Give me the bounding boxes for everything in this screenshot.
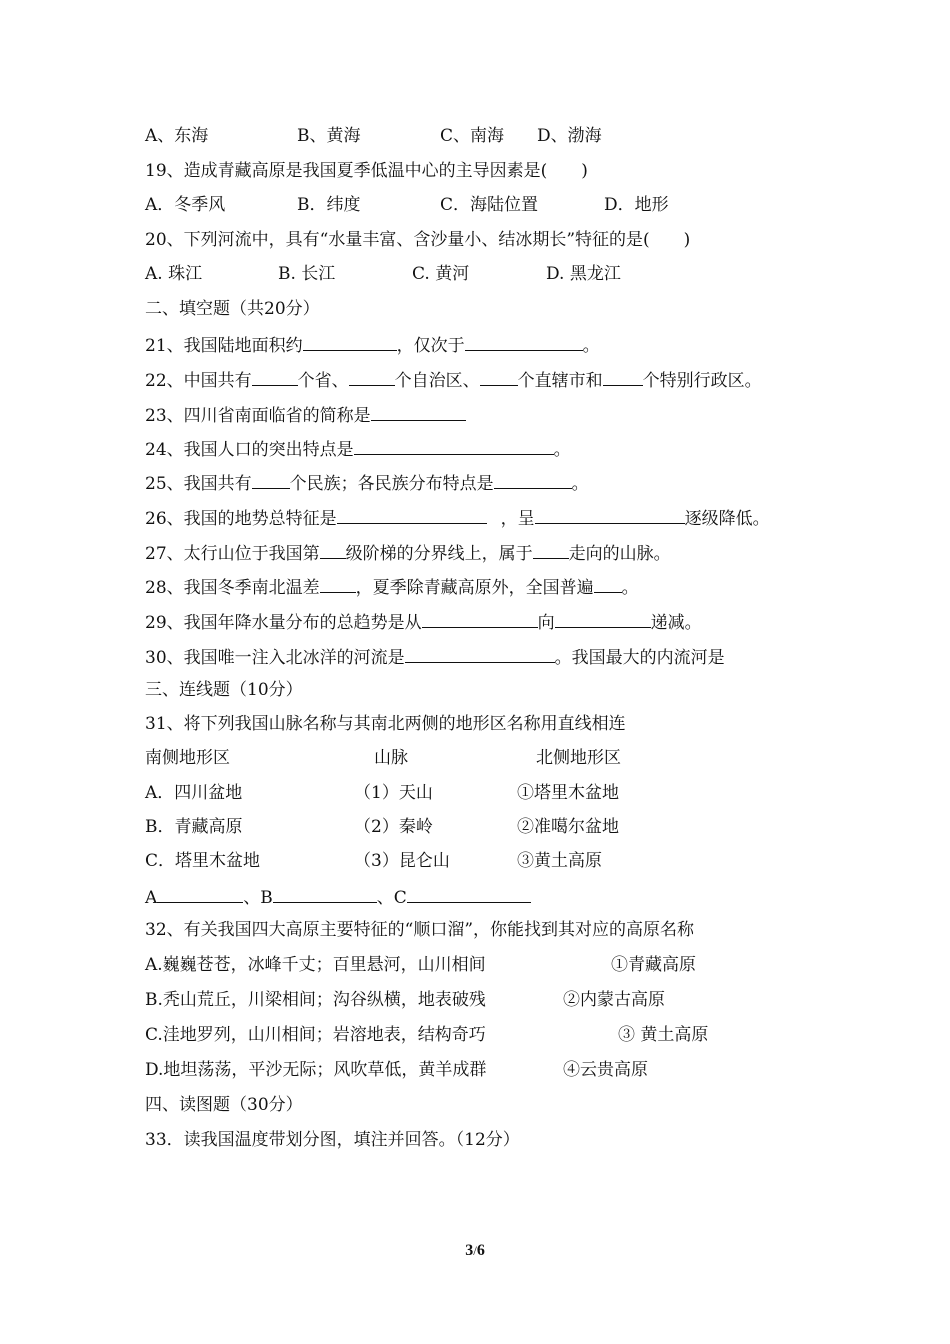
q21: 21、我国陆地面积约 ，仅次于 。 (145, 332, 600, 358)
q20-option-d: D. 黑龙江 (546, 264, 621, 284)
q31-south-a: A．四川盆地 (145, 783, 243, 803)
section-4-heading: 四、读图题（30分） (145, 1095, 303, 1115)
q33-question: 33．读我国温度带划分图，填注并回答。（12分） (145, 1130, 520, 1150)
q26-blank-1[interactable] (337, 505, 487, 524)
page-number: 3/6 (465, 1242, 485, 1259)
q32-plateau-1: ①青藏高原 (611, 955, 696, 975)
q22-blank-1[interactable] (252, 367, 298, 386)
q31-mountain-3: （3）昆仑山 (354, 851, 450, 871)
q32-verse-b: B.秃山荒丘，川梁相间；沟谷纵横，地表破残 (145, 990, 486, 1010)
q31-question: 31、将下列我国山脉名称与其南北两侧的地形区名称用直线相连 (145, 714, 626, 734)
q32-verse-a: A.巍巍苍苍，冰峰千丈；百里悬河，山川相间 (145, 955, 486, 975)
q22-blank-4[interactable] (603, 367, 643, 386)
q19-option-d: D．地形 (604, 195, 669, 215)
q18-option-c: C、南海 (440, 126, 505, 146)
q27-blank-2[interactable] (533, 540, 569, 559)
q31-south-b: B．青藏高原 (145, 817, 243, 837)
q18-option-b: B、黄海 (297, 126, 361, 146)
q28-blank-1[interactable] (320, 574, 356, 593)
q20-option-b: B. 长江 (278, 264, 336, 284)
q20-option-c: C. 黄河 (412, 264, 470, 284)
q19-question: 19、造成青藏高原是我国夏季低温中心的主导因素是( ) (145, 161, 588, 181)
q32-plateau-3: ③ 黄土高原 (618, 1025, 709, 1045)
q22: 22、中国共有 个省、 个自治区、 个直辖市和 个特别行政区。 (145, 367, 762, 393)
q19-option-c: C．海陆位置 (440, 195, 539, 215)
q18-option-d: D、渤海 (537, 126, 602, 146)
q31-header-north: 北侧地形区 (536, 748, 621, 768)
q22-blank-2[interactable] (349, 367, 395, 386)
section-3-heading: 三、连线题（10分） (145, 680, 303, 700)
q30-blank-1[interactable] (405, 644, 555, 663)
q31-answer-b-blank[interactable] (273, 884, 377, 903)
q29-blank-1[interactable] (422, 609, 538, 628)
q31-north-2: ②准噶尔盆地 (517, 817, 619, 837)
q18-option-a: A、东海 (145, 126, 209, 146)
q30: 30、我国唯一注入北冰洋的河流是 。我国最大的内流河是 (145, 644, 725, 670)
q31-header-mountain: 山脉 (374, 748, 408, 768)
q28-blank-2[interactable] (594, 574, 622, 593)
q23-blank-1[interactable] (371, 402, 466, 421)
q21-blank-2[interactable] (465, 332, 583, 351)
q31-mountain-2: （2）秦岭 (354, 817, 433, 837)
q29: 29、我国年降水量分布的总趋势是从 向 递减。 (145, 609, 702, 635)
q19-option-a: A．冬季风 (145, 195, 226, 215)
q31-answer-c-blank[interactable] (407, 884, 531, 903)
q26-blank-2[interactable] (535, 505, 685, 524)
q27: 27、太行山位于我国第 级阶梯的分界线上，属于 走向的山脉。 (145, 540, 671, 566)
q25: 25、我国共有 个民族；各民族分布特点是 。 (145, 470, 589, 496)
q25-blank-1[interactable] (252, 470, 290, 489)
q32-verse-c: C.洼地罗列，山川相间；岩溶地表，结构奇巧 (145, 1025, 486, 1045)
q27-blank-1[interactable] (320, 540, 346, 559)
q19-option-b: B．纬度 (297, 195, 361, 215)
q23: 23、四川省南面临省的简称是 (145, 402, 466, 428)
q31-answer-a-blank[interactable] (157, 884, 243, 903)
q24-blank-1[interactable] (354, 436, 554, 455)
q32-plateau-4: ④云贵高原 (563, 1060, 648, 1080)
q26: 26、我国的地势总特征是 ，呈 逐级降低。 (145, 505, 770, 531)
q20-question: 20、下列河流中，具有“水量丰富、含沙量小、结冰期长”特征的是( ) (145, 230, 691, 250)
q32-question: 32、有关我国四大高原主要特征的“顺口溜”，你能找到其对应的高原名称 (145, 920, 695, 940)
q29-blank-2[interactable] (555, 609, 651, 628)
q20-option-a: A. 珠江 (145, 264, 203, 284)
q21-blank-1[interactable] (303, 332, 397, 351)
q25-blank-2[interactable] (494, 470, 572, 489)
q31-south-c: C．塔里木盆地 (145, 851, 261, 871)
q24: 24、我国人口的突出特点是 。 (145, 436, 571, 462)
q31-header-south: 南侧地形区 (145, 748, 230, 768)
q31-mountain-1: （1）天山 (354, 783, 433, 803)
q31-north-1: ①塔里木盆地 (517, 783, 619, 803)
q31-north-3: ③黄土高原 (517, 851, 602, 871)
q31-answer: A 、B 、C (145, 884, 531, 910)
q28: 28、我国冬季南北温差 ，夏季除青藏高原外，全国普遍 。 (145, 574, 639, 600)
q32-verse-d: D.地坦荡荡，平沙无际；风吹草低，黄羊成群 (145, 1060, 487, 1080)
q22-blank-3[interactable] (480, 367, 518, 386)
q32-plateau-2: ②内蒙古高原 (563, 990, 665, 1010)
section-2-heading: 二、填空题（共20分） (145, 299, 320, 319)
